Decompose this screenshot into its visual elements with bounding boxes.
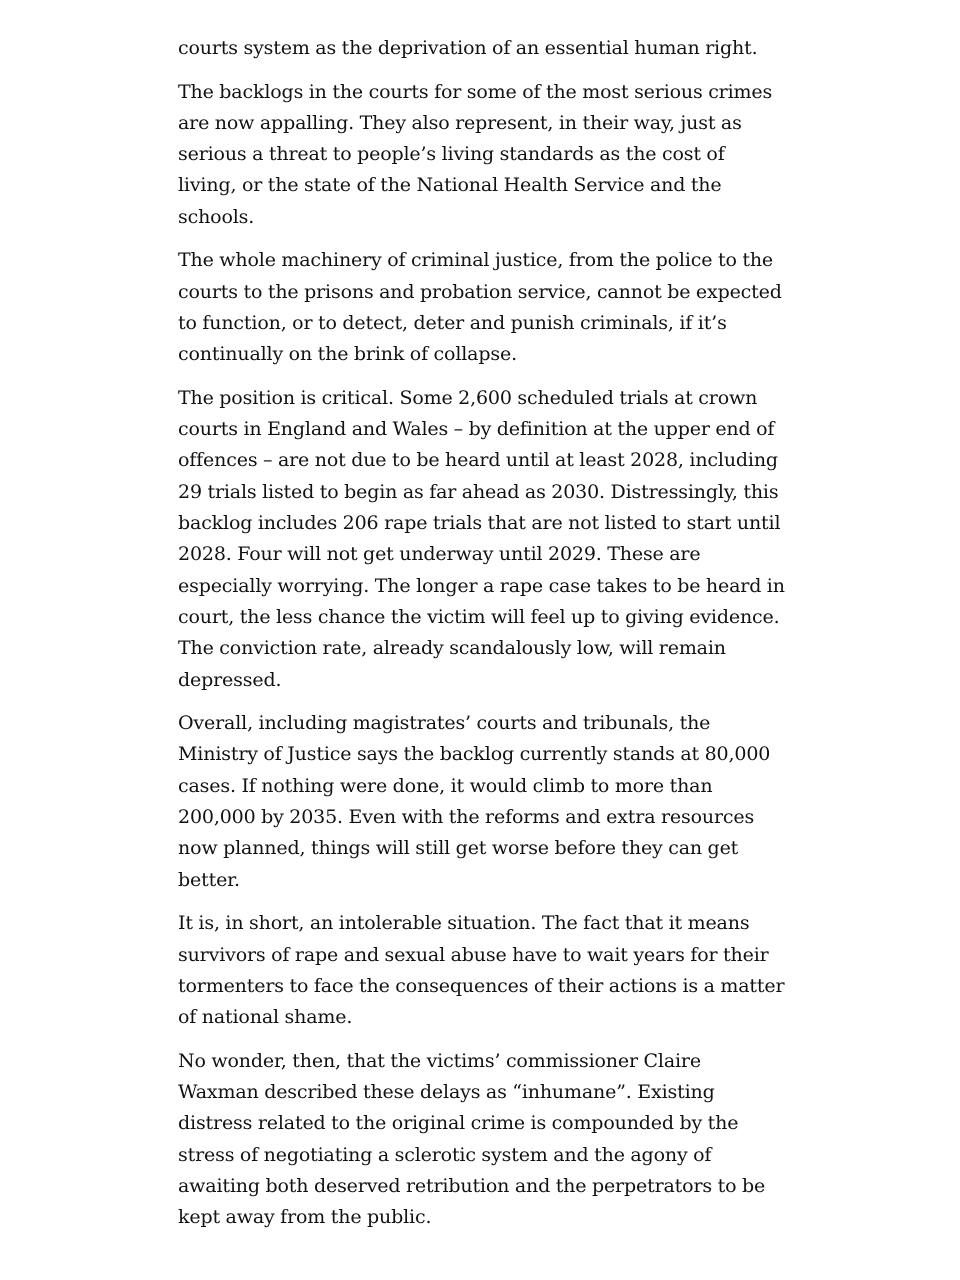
article-body — [178, 33, 786, 1246]
article-paragraph: No wonder, then, that the victims’ commissioner Claire Waxman described these delays as “inhumane”. Existing distress related to the original crime is compounded by the stress of negotiating a sclerotic system and the agony of awaiting both deserved retribution and the perpetrators to be kept away from the public. — [178, 1049, 766, 1229]
article-paragraph: The whole machinery of criminal justice, from the police to the courts to the prisons and probation service, cannot be expected to function, or to detect, deter and punish criminals, if it’s continually on the brink of collapse. — [178, 249, 782, 366]
article-paragraph: courts system as the deprivation of an essential human right. — [178, 37, 758, 59]
article-paragraph: It is, in short, an intolerable situation. The fact that it means survivors of rape and sexual abuse have to wait years for their tormenters to face the consequences of their actions is a matter of national shame. — [178, 912, 785, 1029]
article-paragraph: The position is critical. Some 2,600 scheduled trials at crown courts in England and Wales – by definition at the upper end of offences – are not due to be heard until at least 2028, including 29 trials listed to begin as far ahead as 2030. Distressingly, this backlog includes 206 rape trials that are not listed to start until 2028. Four will not get underway until 2029. These are especially worrying. The longer a rape case takes to be heard in court, the less chance the victim will feel up to giving evidence. The conviction rate, already scandalously low, will remain depressed. — [178, 386, 785, 691]
article-paragraph: The backlogs in the courts for some of the most serious crimes are now appalling. They also represent, in their way, just as serious a threat to people’s living standards as the cost of living, or the state of the National Health Service and the schools. — [178, 80, 773, 228]
article-paragraph: Overall, including magistrates’ courts and tribunals, the Ministry of Justice says the backlog currently stands at 80,000 cases. If nothing were done, it would climb to more than 200,000 by 2035. Even with the reforms and extra resources now planned, things will still get worse before they can get better. — [178, 712, 771, 891]
